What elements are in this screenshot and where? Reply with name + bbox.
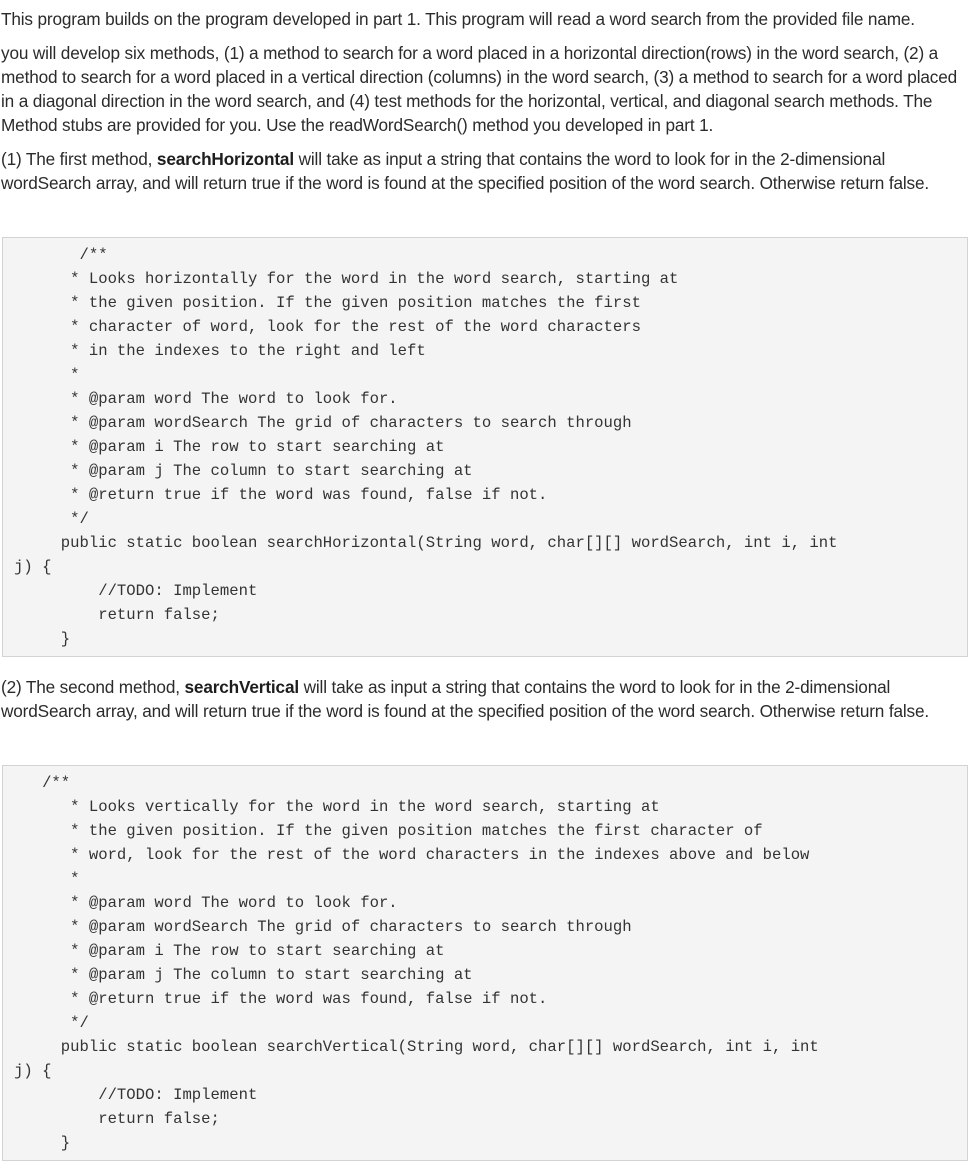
method1-code-block [2, 237, 968, 657]
intro-paragraph-2: you will develop six methods, (1) a method to search for a word placed in a horizontal direction(rows) in the word search, (2) a method to search for a word placed in a vertical direction (columns) in the word search, (3) a method to search for a word placed in a diagonal direction in the word search, and (4) test methods for the horizontal, vertical, and diagonal search methods. The Method stubs are provided for you. Use the readWordSearch() method you developed in part 1. [1, 43, 958, 135]
method1-code: /** * Looks horizontally for the word in the word search, starting at * the given position. If the given position matches the first * character of word, look for the rest of the word characters * in the indexes to the right and left * * @param word The word to look for. * @param wordSearch The grid of characters to search through * @param i The row to start searching at * @param j The column to start searching at * @return true if the word was found, false if not. */ public static boolean searchHorizontal(String word, char[][] wordSearch, int i, int j) { //TODO: Implement return false; } [14, 246, 838, 648]
method2-name: searchVertical [184, 677, 299, 697]
method2-code: /** * Looks vertically for the word in the word search, starting at * the given position. If the given position matches the first character of * word, look for the rest of the word characters in the indexes above and below * * @param word The word to look for. * @param wordSearch The grid of characters to search through * @param i The row to start searching at * @param j The column to start searching at * @return true if the word was found, false if not. */ public static boolean searchVertical(String word, char[][] wordSearch, int i, int j) { //TODO: Implement return false; } [14, 774, 819, 1152]
method2-prefix: (2) The second method, [1, 677, 185, 697]
method1-description [1, 147, 973, 195]
method1-name: searchHorizontal [156, 149, 294, 169]
method2-description [1, 675, 973, 723]
intro-paragraph-1: This program builds on the program developed in part 1. This program will read a word search from the provided file name. [1, 9, 915, 29]
method2-code-block [2, 765, 968, 1161]
method1-prefix: (1) The first method, [1, 149, 157, 169]
method1-suffix: will take as input a string that contains the word to look for in the 2-dimensional wordSearch array, and will return true if the word is found at the specified position of the word search. Otherwise return false. [1, 149, 930, 193]
method2-suffix: will take as input a string that contains the word to look for in the 2-dimensional wordSearch array, and will return true if the word is found at the specified position of the word search. Otherwise return false. [1, 677, 930, 721]
